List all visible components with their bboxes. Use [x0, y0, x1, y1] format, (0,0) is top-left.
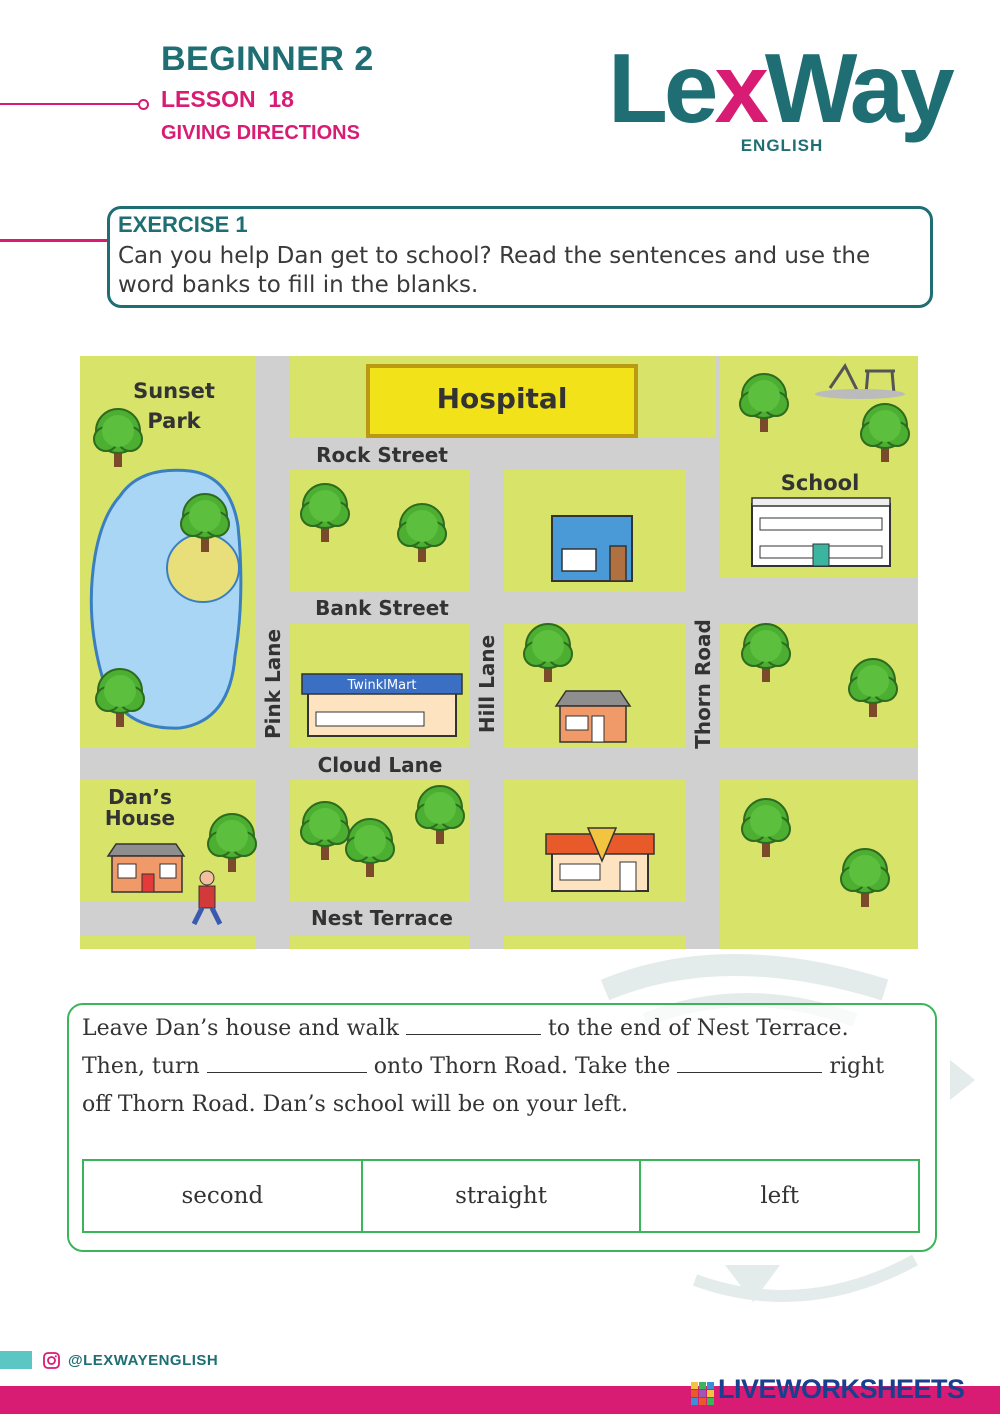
exercise-pink-line	[0, 239, 110, 242]
word-bank-item[interactable]: left	[760, 1183, 800, 1209]
map-label-park: Park	[147, 409, 201, 433]
sentence-part-1: Leave Dan’s house and walk	[82, 1016, 399, 1041]
map-label-school: School	[780, 471, 860, 495]
svg-text:LexWay: LexWay	[608, 33, 951, 143]
header-pink-dot	[138, 99, 149, 110]
footer-teal-block	[0, 1351, 32, 1369]
blank-2[interactable]	[207, 1054, 367, 1073]
sentence-part-6: off Thorn Road. Dan’s school will be on your left.	[82, 1092, 628, 1117]
map-label-nest-terrace: Nest Terrace	[311, 906, 453, 930]
exercise-instruction: Can you help Dan get to school? Read the sentences and use the word banks to fill in the blanks.	[118, 243, 871, 298]
header-pink-line	[0, 103, 140, 105]
exercise-title: EXERCISE 1	[118, 212, 248, 237]
map-label-sunset: Sunset	[133, 379, 215, 403]
word-bank-item[interactable]: straight	[363, 1161, 642, 1231]
sentence-text	[82, 1010, 922, 1124]
town-map	[80, 356, 918, 949]
social-handle[interactable]: @LEXWAYENGLISH	[68, 1352, 219, 1369]
sentence-part-3: Then, turn	[82, 1054, 200, 1079]
liveworksheets-brand[interactable]: LIVEWORKSHEETS	[718, 1374, 965, 1404]
map-label-hill-lane: Hill Lane	[475, 634, 499, 734]
map-label-bank-street: Bank Street	[315, 596, 449, 620]
map-label-house: House	[104, 806, 176, 830]
lesson-number: LESSON 18	[161, 86, 294, 112]
level-title: BEGINNER 2	[161, 40, 374, 78]
map-label-pink-lane: Pink Lane	[261, 628, 285, 740]
sentence-part-4: onto Thorn Road. Take the	[373, 1054, 671, 1079]
sentence-part-2: to the end of Nest Terrace.	[547, 1016, 849, 1041]
map-label-rock-street: Rock Street	[316, 443, 448, 467]
map-label-twinklmart: TwinklMart	[347, 678, 417, 693]
map-label-hospital: Hospital	[436, 382, 568, 415]
map-label-dans: Dan’s	[108, 785, 172, 809]
instagram-icon	[43, 1352, 60, 1369]
liveworksheets-icon	[690, 1376, 716, 1406]
sentence-part-5: right	[829, 1054, 885, 1079]
logo-english-text: ENGLISH	[740, 136, 824, 155]
lesson-topic: GIVING DIRECTIONS	[161, 122, 360, 144]
word-bank	[82, 1159, 920, 1233]
word-bank-item[interactable]: second	[84, 1161, 363, 1231]
blank-3[interactable]	[677, 1054, 822, 1073]
map-label-thorn-road: Thorn Road	[691, 619, 715, 749]
blank-1[interactable]	[406, 1016, 541, 1035]
map-label-cloud-lane: Cloud Lane	[317, 753, 443, 777]
